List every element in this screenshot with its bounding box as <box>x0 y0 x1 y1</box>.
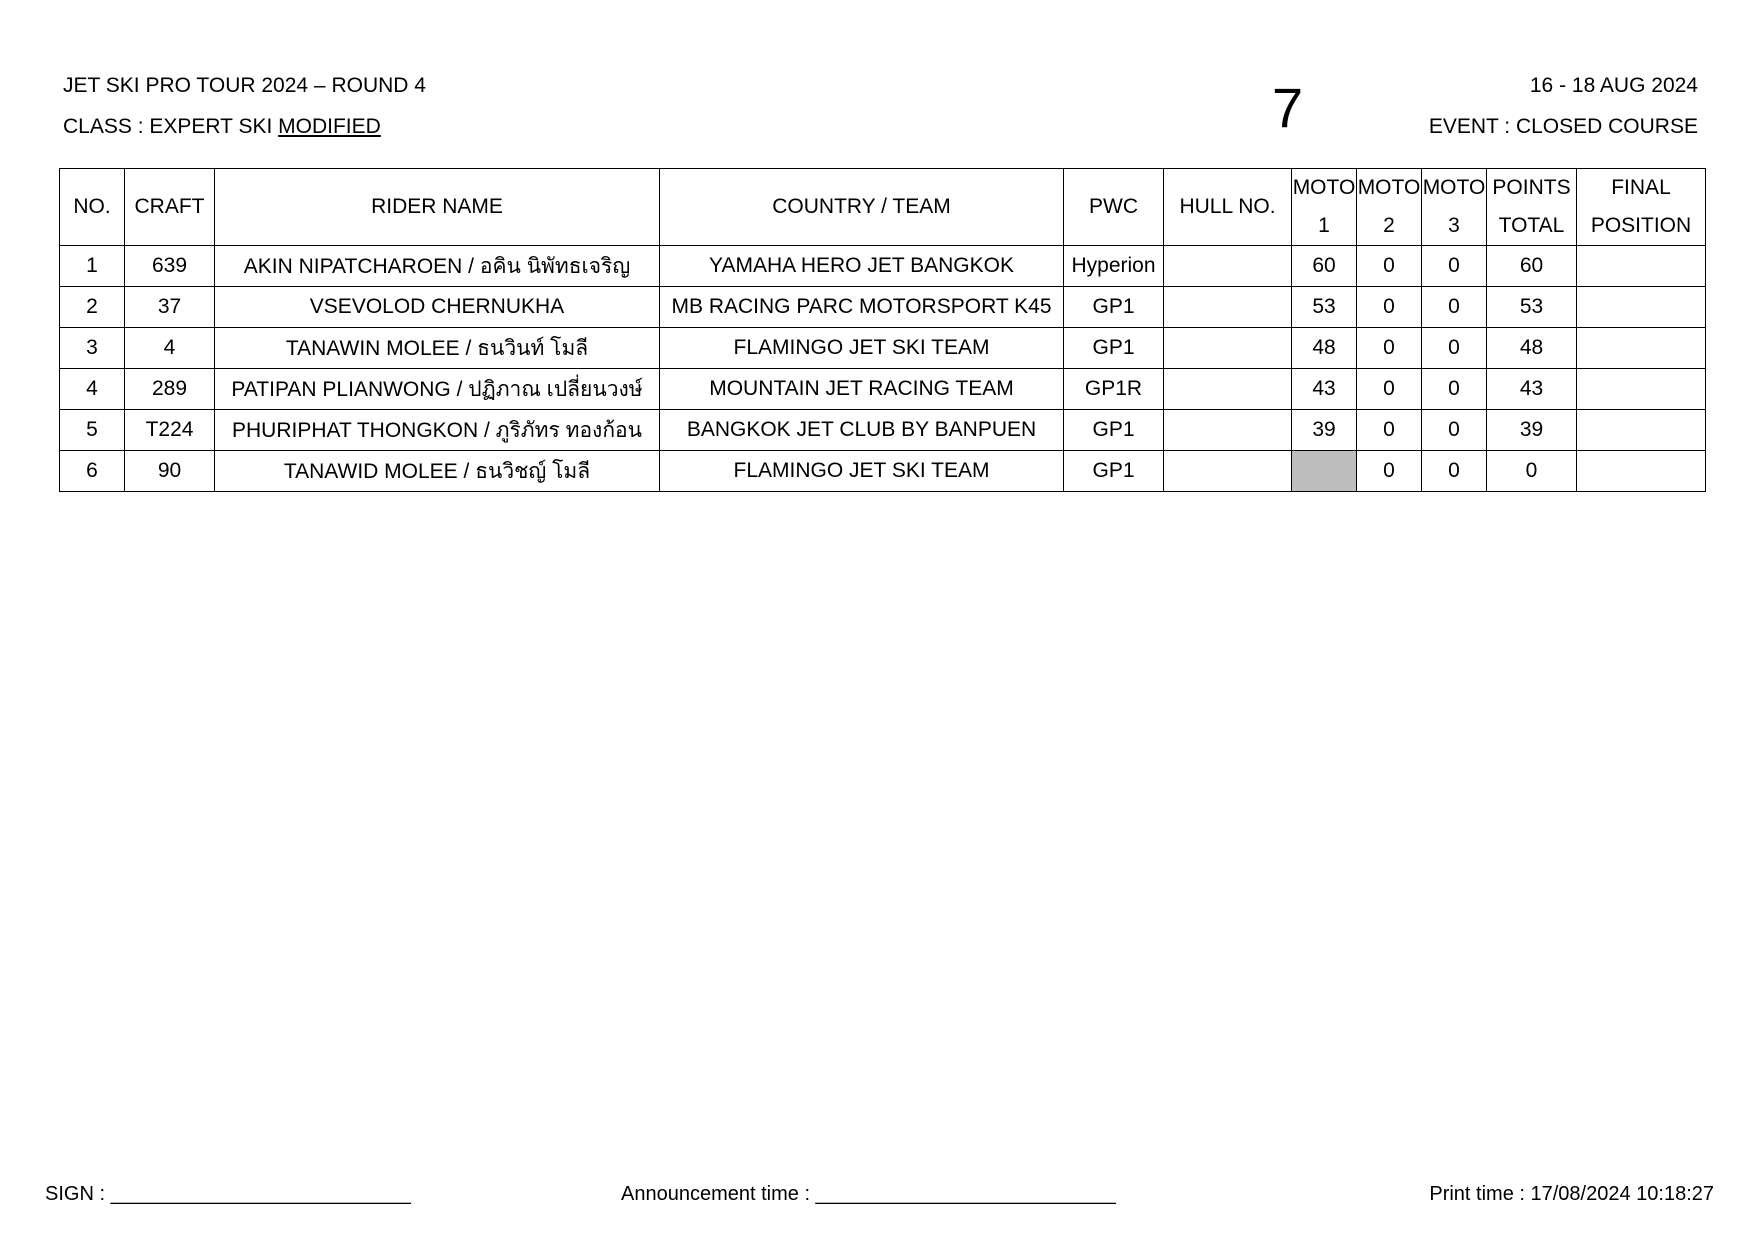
cell-rider: TANAWID MOLEE / ธนวิชญ์ โมลี <box>215 451 660 492</box>
header-row <box>60 169 1706 246</box>
cell-total: 43 <box>1487 369 1577 410</box>
page-number: 7 <box>1272 76 1304 139</box>
cell-pwc: GP1 <box>1064 410 1164 451</box>
cell-rider: TANAWIN MOLEE / ธนวินท์ โมลี <box>215 328 660 369</box>
event-type: EVENT : CLOSED COURSE <box>1428 115 1698 138</box>
cell-team: MOUNTAIN JET RACING TEAM <box>660 369 1064 410</box>
table-row <box>60 410 1706 451</box>
cell-moto2: 0 <box>1357 410 1422 451</box>
cell-total: 60 <box>1487 246 1577 287</box>
class-prefix: CLASS : EXPERT SKI <box>63 115 279 138</box>
date-range: 16 - 18 AUG 2024 <box>1529 74 1698 97</box>
col-craft-header: CRAFT <box>125 169 215 246</box>
cell-moto3: 0 <box>1422 328 1487 369</box>
cell-moto1: 39 <box>1292 410 1357 451</box>
col-final-header: FINAL POSITION <box>1577 169 1706 246</box>
cell-moto3: 0 <box>1422 451 1487 492</box>
cell-rider: VSEVOLOD CHERNUKHA <box>215 287 660 328</box>
cell-hull <box>1164 451 1292 492</box>
print-time: Print time : 17/08/2024 10:18:27 <box>1429 1183 1714 1205</box>
cell-moto1-dns <box>1292 451 1357 492</box>
col-rider-header: RIDER NAME <box>215 169 660 246</box>
col-hull-header: HULL NO. <box>1164 169 1292 246</box>
tour-title: JET SKI PRO TOUR 2024 – ROUND 4 <box>63 74 426 97</box>
col-moto2-header: MOTO 2 <box>1357 169 1422 246</box>
cell-no: 6 <box>60 451 125 492</box>
cell-craft: T224 <box>125 410 215 451</box>
cell-total: 48 <box>1487 328 1577 369</box>
cell-pwc: GP1 <box>1064 328 1164 369</box>
table-row <box>60 287 1706 328</box>
cell-craft: 37 <box>125 287 215 328</box>
col-moto3-header: MOTO 3 <box>1422 169 1487 246</box>
cell-team: YAMAHA HERO JET BANGKOK <box>660 246 1064 287</box>
cell-moto3: 0 <box>1422 369 1487 410</box>
cell-moto1: 53 <box>1292 287 1357 328</box>
cell-pwc: GP1 <box>1064 451 1164 492</box>
table-row <box>60 451 1706 492</box>
cell-hull <box>1164 246 1292 287</box>
table-row <box>60 246 1706 287</box>
cell-moto2: 0 <box>1357 328 1422 369</box>
cell-moto2: 0 <box>1357 287 1422 328</box>
cell-no: 1 <box>60 246 125 287</box>
cell-craft: 90 <box>125 451 215 492</box>
cell-hull <box>1164 287 1292 328</box>
table-row <box>60 328 1706 369</box>
cell-total: 39 <box>1487 410 1577 451</box>
cell-moto2: 0 <box>1357 451 1422 492</box>
cell-no: 2 <box>60 287 125 328</box>
cell-moto2: 0 <box>1357 369 1422 410</box>
cell-no: 4 <box>60 369 125 410</box>
cell-total: 0 <box>1487 451 1577 492</box>
cell-moto3: 0 <box>1422 410 1487 451</box>
cell-team: BANGKOK JET CLUB BY BANPUEN <box>660 410 1064 451</box>
cell-moto1: 43 <box>1292 369 1357 410</box>
cell-moto1: 48 <box>1292 328 1357 369</box>
cell-pwc: GP1 <box>1064 287 1164 328</box>
col-points-header: POINTS TOTAL <box>1487 169 1577 246</box>
cell-moto3: 0 <box>1422 246 1487 287</box>
cell-final <box>1577 246 1706 287</box>
cell-team: MB RACING PARC MOTORSPORT K45 <box>660 287 1064 328</box>
class-line <box>63 116 381 137</box>
cell-hull <box>1164 328 1292 369</box>
cell-final <box>1577 328 1706 369</box>
cell-hull <box>1164 369 1292 410</box>
cell-craft: 639 <box>125 246 215 287</box>
cell-rider: PATIPAN PLIANWONG / ปฏิภาณ เปลี่ยนวงษ์ <box>215 369 660 410</box>
cell-final <box>1577 287 1706 328</box>
results-table <box>59 168 1706 492</box>
cell-craft: 289 <box>125 369 215 410</box>
cell-final <box>1577 369 1706 410</box>
cell-rider: PHURIPHAT THONGKON / ภูริภัทร ทองก้อน <box>215 410 660 451</box>
cell-craft: 4 <box>125 328 215 369</box>
cell-pwc: Hyperion <box>1064 246 1164 287</box>
cell-no: 3 <box>60 328 125 369</box>
cell-hull <box>1164 410 1292 451</box>
col-pwc-header: PWC <box>1064 169 1164 246</box>
class-modifier: MODIFIED <box>278 115 381 138</box>
cell-rider: AKIN NIPATCHAROEN / อคิน นิพัทธเจริญ <box>215 246 660 287</box>
table-row <box>60 369 1706 410</box>
cell-moto3: 0 <box>1422 287 1487 328</box>
cell-final <box>1577 451 1706 492</box>
cell-moto1: 60 <box>1292 246 1357 287</box>
cell-team: FLAMINGO JET SKI TEAM <box>660 451 1064 492</box>
sign-line: SIGN : ___________________________ <box>45 1183 411 1205</box>
col-no-header: NO. <box>60 169 125 246</box>
cell-total: 53 <box>1487 287 1577 328</box>
cell-pwc: GP1R <box>1064 369 1164 410</box>
cell-team: FLAMINGO JET SKI TEAM <box>660 328 1064 369</box>
cell-no: 5 <box>60 410 125 451</box>
cell-final <box>1577 410 1706 451</box>
col-team-header: COUNTRY / TEAM <box>660 169 1064 246</box>
announcement-time: Announcement time : ___________________________ <box>621 1183 1116 1205</box>
cell-moto2: 0 <box>1357 246 1422 287</box>
col-moto1-header: MOTO 1 <box>1292 169 1357 246</box>
